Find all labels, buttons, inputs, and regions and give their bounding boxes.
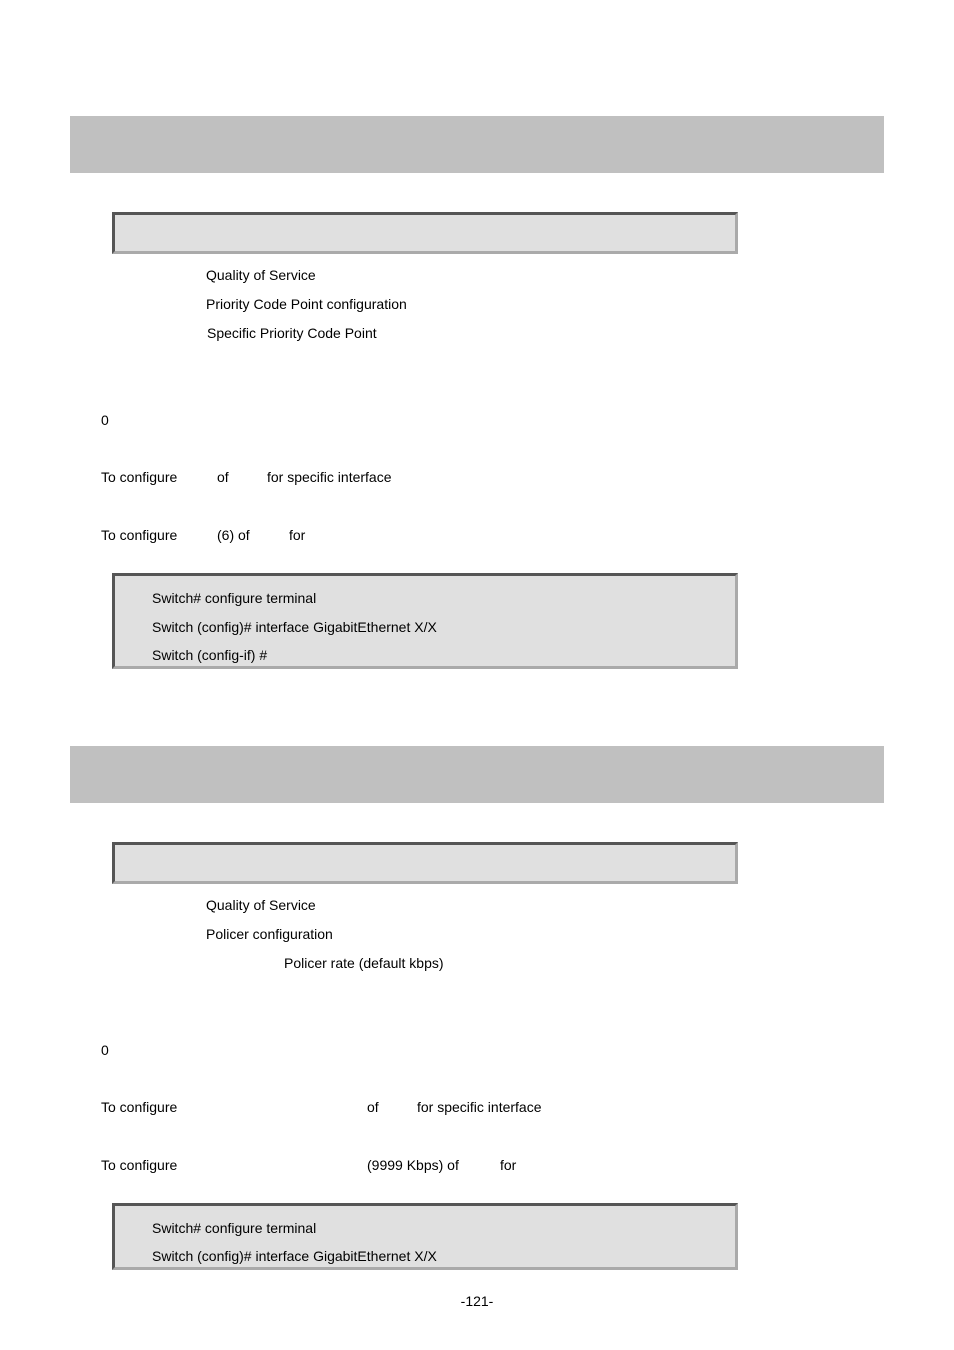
command-syntax-box	[112, 842, 738, 884]
param-description: Specific Priority Code Point	[207, 325, 377, 341]
code-line: Switch (config)# interface GigabitEthernet X/X	[152, 1248, 437, 1264]
example-description: To configure	[101, 1157, 178, 1173]
param-description: Priority Code Point configuration	[206, 296, 407, 312]
param-description: Quality of Service	[206, 267, 316, 283]
example-description: (9999 Kbps) of	[367, 1157, 459, 1173]
section-header-bar	[70, 746, 884, 803]
section-header-bar	[70, 116, 884, 173]
code-line: Switch# configure terminal	[152, 1220, 317, 1236]
code-line: Switch# configure terminal	[152, 590, 317, 606]
code-line: Switch (config)# interface GigabitEthernet X/X	[152, 619, 437, 635]
usage-text: for specific interface	[417, 1099, 542, 1115]
default-value: 0	[101, 412, 109, 428]
param-description: Policer configuration	[206, 926, 333, 942]
page-number: -121-	[460, 1293, 494, 1309]
usage-text: of	[367, 1099, 379, 1115]
usage-text: To configure	[101, 1099, 178, 1115]
example-description: for	[500, 1157, 517, 1173]
example-description: To configure	[101, 527, 178, 543]
usage-text: To configure	[101, 469, 178, 485]
example-code-box	[112, 1203, 738, 1270]
usage-text: for specific interface	[267, 469, 392, 485]
default-value: 0	[101, 1042, 109, 1058]
code-line: Switch (config-if) #	[152, 647, 268, 663]
example-code-box	[112, 573, 738, 669]
usage-text: of	[217, 469, 229, 485]
command-syntax-box	[112, 212, 738, 254]
param-description: Policer rate (default kbps)	[284, 955, 444, 971]
param-description: Quality of Service	[206, 897, 316, 913]
example-description: (6) of	[217, 527, 250, 543]
example-description: for	[289, 527, 306, 543]
